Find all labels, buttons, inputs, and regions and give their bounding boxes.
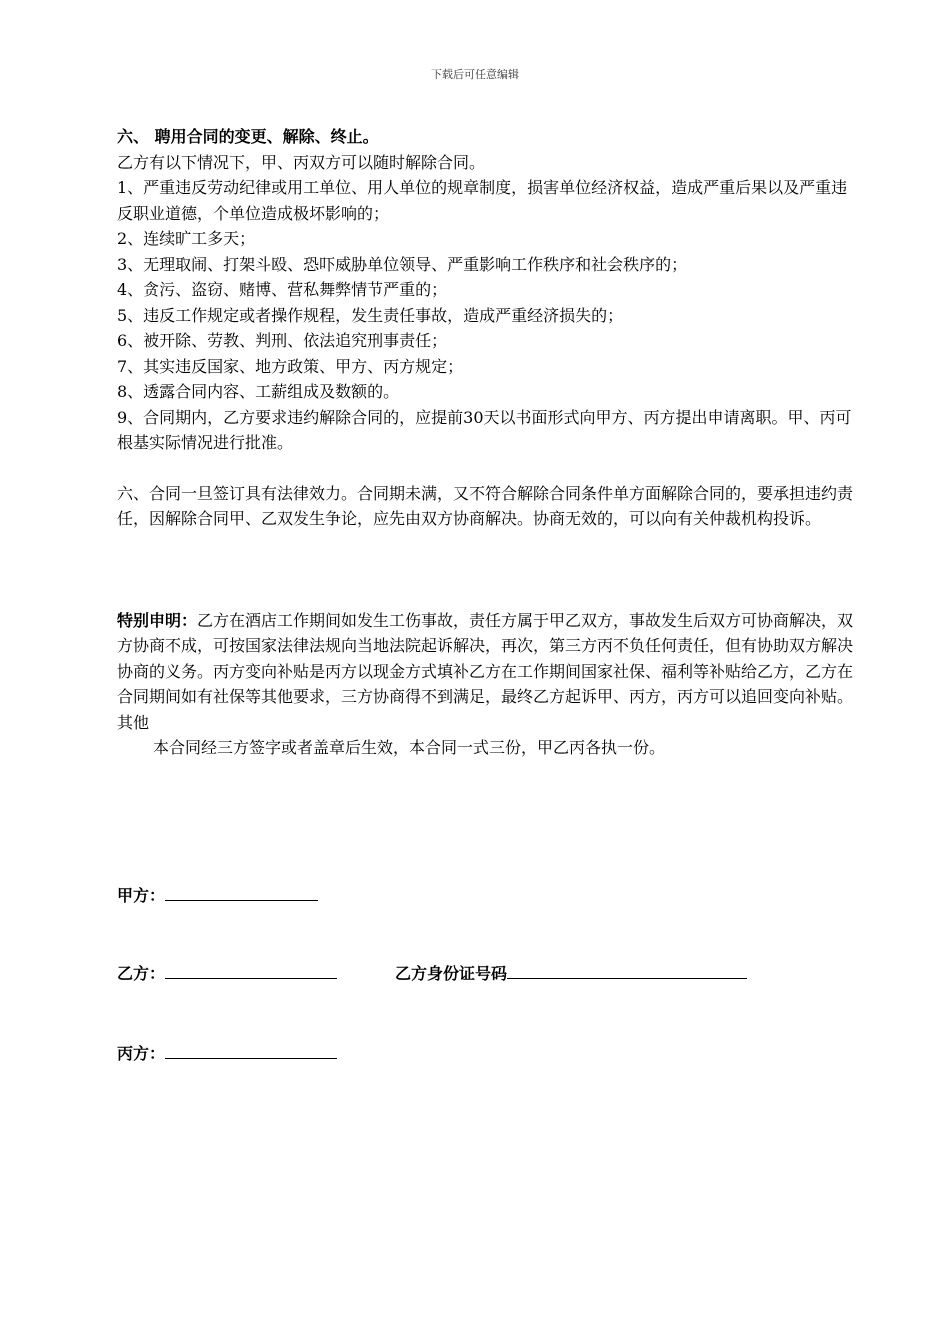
party-b-signature-line[interactable]	[165, 960, 337, 979]
party-b-id-line[interactable]	[507, 960, 747, 979]
intro-text: 乙方有以下情况下，甲、丙双方可以随时解除合同。	[117, 152, 486, 172]
document-body	[117, 124, 855, 761]
list-item: 9、合同期内，乙方要求违约解除合同的，应提前30天以书面形式向甲方、丙方提出申请离职。甲、丙可根基实际情况进行批准。	[117, 407, 852, 452]
special-label: 特别申明：	[117, 610, 198, 630]
list-item: 6、被开除、劳教、判刑、依法追究刑事责任；	[117, 331, 448, 350]
party-a-signature-line[interactable]	[165, 882, 318, 901]
list-item: 5、违反工作规定或者操作规程，发生责任事故，造成严重经济损失的；	[117, 305, 624, 325]
list-item: 8、透露合同内容、工薪组成及数额的。	[117, 382, 400, 401]
effect-paragraph: 六、合同一旦签订具有法律效力。合同期未满，又不符合解除合同条件单方面解除合同的，要承担违约责任，因解除合同甲、乙双发生争论，应先由双方协商解决。协商无效的，可以向有关仲裁机构投诉。	[117, 483, 854, 528]
spacer	[117, 456, 855, 481]
party-a-label: 甲方：	[117, 886, 166, 905]
signature-party-c	[117, 1040, 337, 1064]
party-c-signature-line[interactable]	[165, 1040, 337, 1059]
other-text: 本合同经三方签字或者盖章后生效，本合同一式三份，甲乙丙各执一份。	[153, 738, 666, 757]
page-header: 下载后可任意编辑	[431, 68, 519, 81]
list-item: 1、严重违反劳动纪律或用工单位、用人单位的规章制度，损害单位经济权益，造成严重后果以及严重违反职业道德，个单位造成极坏影响的；	[117, 178, 848, 223]
party-b-label: 乙方：	[117, 964, 166, 983]
section-title: 六、 聘用合同的变更、解除、终止。	[117, 127, 379, 146]
list-item: 7、其实违反国家、地方政策、甲方、丙方规定；	[117, 356, 464, 376]
other-label: 其他	[117, 712, 150, 732]
party-c-label: 丙方：	[117, 1044, 166, 1063]
signature-party-a	[117, 882, 318, 906]
list-item: 4、贪污、盗窃、赌博、营私舞弊情节严重的；	[117, 280, 448, 299]
party-b-id-label: 乙方身份证号码	[395, 964, 508, 983]
signature-party-b	[117, 960, 747, 984]
list-item: 2、连续旷工多天；	[117, 229, 256, 248]
spacer	[117, 532, 855, 608]
special-text: 乙方在酒店工作期间如发生工伤事故，责任方属于甲乙双方，事故发生后双方可协商解决，双方协商不成，可按国家法律法规向当地法院起诉解决，再次，第三方丙不负任何责任，但有协助双方解决协商的义务。丙方变向补贴是丙方以现金方式填补乙方在工作期间国家社保、福利等补贴给乙方，乙方在合同期间如有社保等其他要求，三方协商得不到满足，最终乙方起诉甲、丙方，丙方可以追回变向补贴。	[117, 610, 854, 706]
list-item: 3、无理取闹、打架斗殴、恐吓威胁单位领导、严重影响工作秩序和社会秩序的；	[117, 254, 688, 274]
special-statement	[117, 608, 855, 710]
